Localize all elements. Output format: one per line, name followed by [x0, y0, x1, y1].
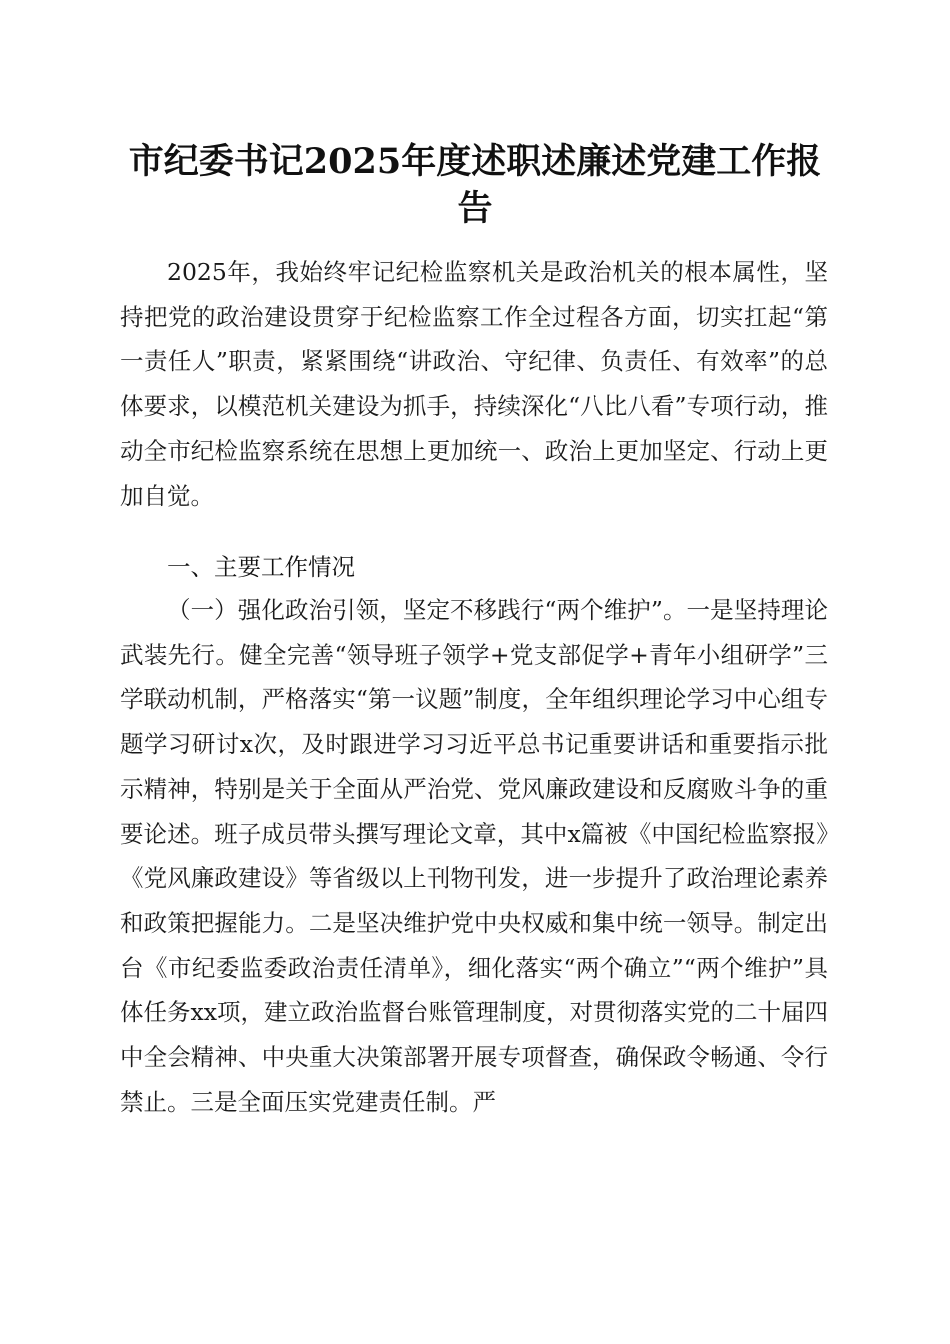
section-heading: 一、主要工作情况 [167, 553, 355, 581]
subsection-paragraph: （一）强化政治引领，坚定不移践行“两个维护”。一是坚持理论武装先行。健全完善“领导班子领学+党支部促学+青年小组研学”三学联动机制，严格落实“第一议题”制度，全年组织理论学习中心组专题学习研讨x次，及时跟进学习习近平总书记重要讲话和重要指示批示精神，特别是关于全面从严治党、党风廉政建设和反腐败斗争的重要论述。班子成员带头撰写理论文章，其中x篇被《中国纪检监察报》《党风廉政建设》等省级以上刊物刊发，进一步提升了政治理论素养和政策把握能力。二是坚决维护党中央权威和集中统一领导。制定出台《市纪委监委政治责任清单》，细化落实“两个确立”“两个维护”具体任务xx项，建立政治监督台账管理制度，对贯彻落实党的二十届四中全会精神、中央重大决策部署开展专项督查，确保政令畅通、令行禁止。三是全面压实党建责任制。严 [120, 596, 829, 1116]
document-title: 市纪委书记2025年度述职述廉述党建工作报告 [128, 141, 822, 229]
intro-paragraph: 2025年，我始终牢记纪检监察机关是政治机关的根本属性，坚持把党的政治建设贯穿于纪检监察工作全过程各方面，切实扛起“第一责任人”职责，紧紧围绕“讲政治、守纪律、负责任、有效率”的总体要求，以模范机关建设为抓手，持续深化“八比八看”专项行动，推动全市纪检监察系统在思想上更加统一、政治上更加坚定、行动上更加自觉。 [120, 258, 828, 510]
